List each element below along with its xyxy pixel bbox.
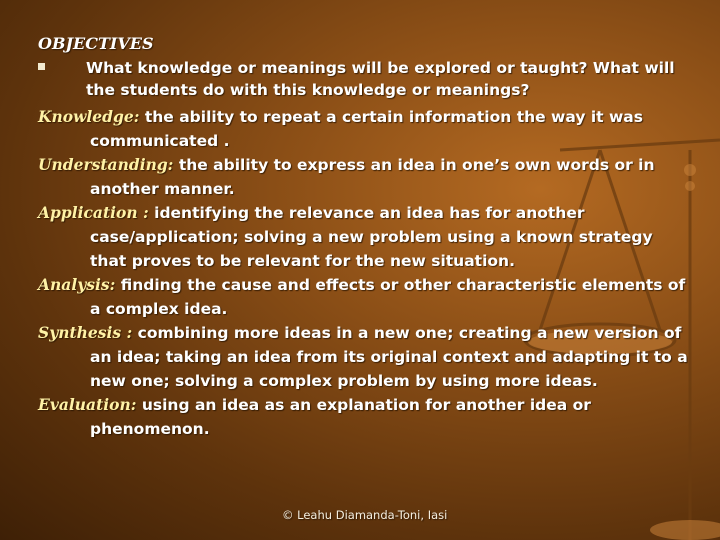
objective-term: Synthesis :: [38, 323, 133, 342]
objective-text: combining more ideas in a new one; creating a new version of an idea; taking an idea from its original context and adapting it to a new one; solving a complex problem by using more ideas.: [90, 324, 688, 390]
copyright-credit: © Leahu Diamanda-Toni, Iasi: [282, 508, 448, 522]
objective-term: Knowledge:: [38, 107, 140, 126]
objective-item-knowledge: [38, 105, 688, 153]
objective-term: Application :: [38, 203, 149, 222]
objective-item-application: [38, 201, 688, 273]
bullet-question: [38, 57, 688, 101]
square-bullet-icon: [38, 63, 45, 70]
objective-item-understanding: [38, 153, 688, 201]
objective-item-synthesis: [38, 321, 688, 393]
objective-term: Evaluation:: [38, 395, 137, 414]
slide-title: OBJECTIVES: [38, 34, 154, 53]
objective-term: Understanding:: [38, 155, 174, 174]
objective-item-evaluation: [38, 393, 688, 441]
objective-item-analysis: [38, 273, 688, 321]
question-text: What knowledge or meanings will be explored or taught? What will the students do with this knowledge or meanings?: [86, 59, 675, 99]
objective-text: the ability to repeat a certain information the way it was communicated .: [90, 108, 643, 150]
objective-text: using an idea as an explanation for another idea or phenomenon.: [90, 396, 591, 438]
objective-text: identifying the relevance an idea has for another case/application; solving a new problem using a known strategy that proves to be relevant for the new situation.: [90, 204, 653, 270]
objective-text: the ability to express an idea in one’s own words or in another manner.: [90, 156, 655, 198]
slide-content: [38, 34, 688, 441]
objective-text: finding the cause and effects or other characteristic elements of a complex idea.: [90, 276, 686, 318]
objective-term: Analysis:: [38, 275, 116, 294]
